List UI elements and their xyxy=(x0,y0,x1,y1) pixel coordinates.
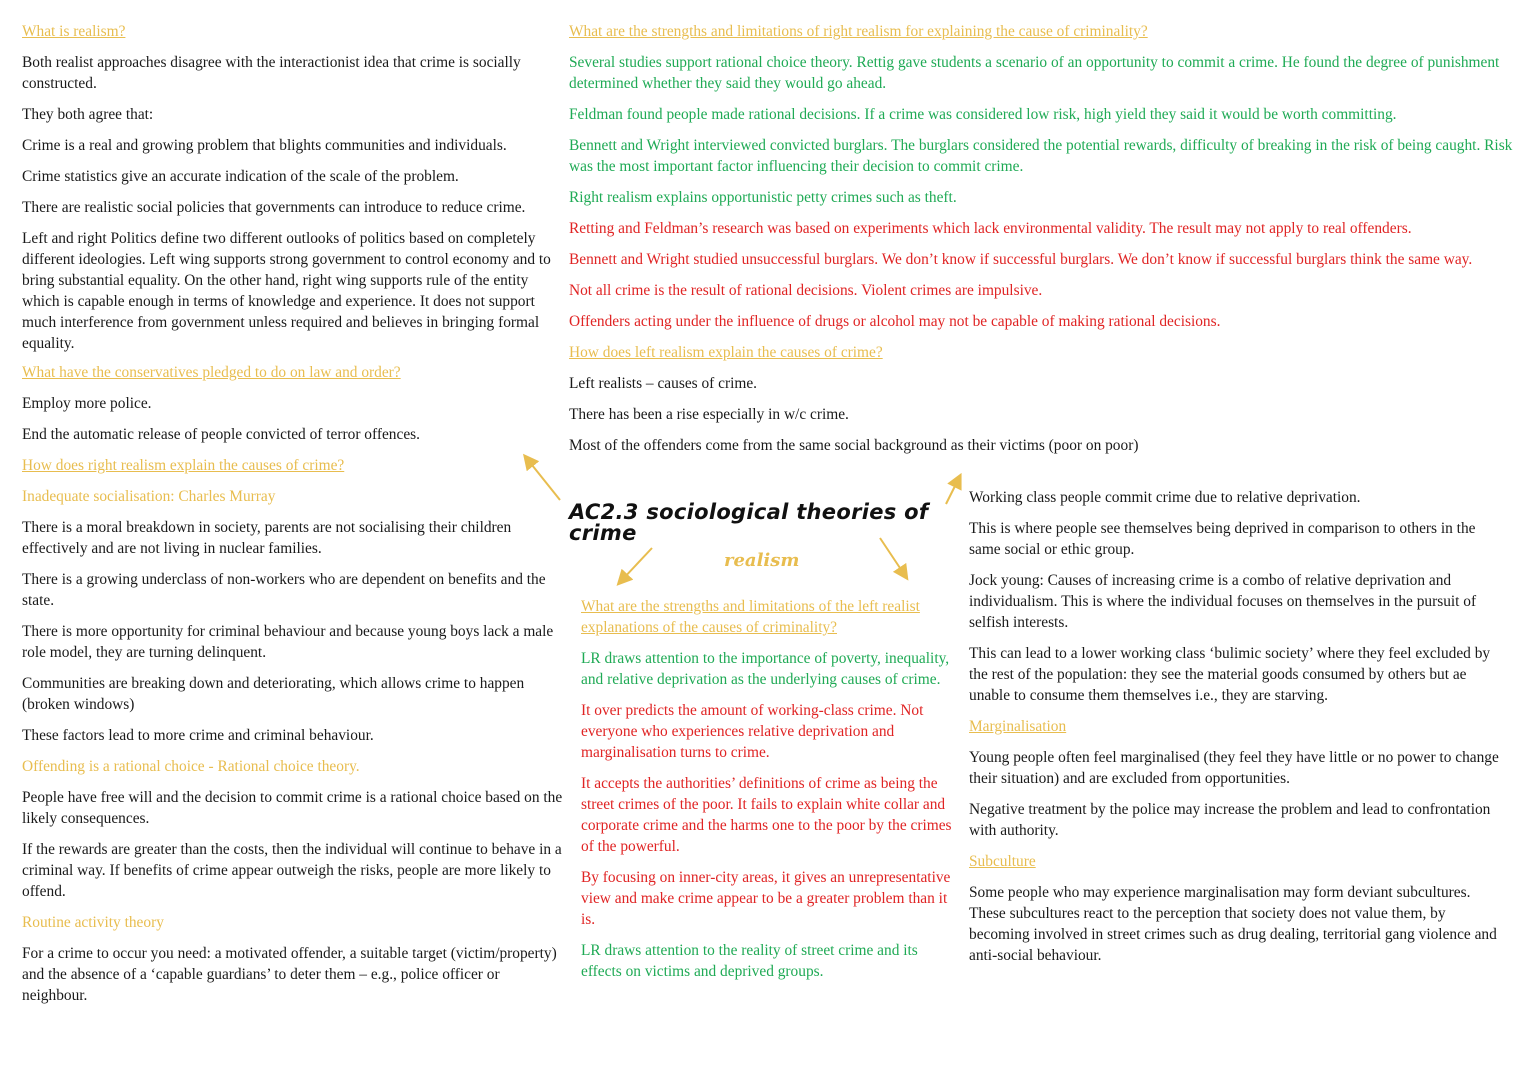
heading-what-is-realism: What is realism? xyxy=(22,23,126,40)
middle-column xyxy=(581,596,953,992)
right-bottom-column xyxy=(969,487,1499,976)
paragraph: These factors lead to more crime and criminal behaviour. xyxy=(22,727,374,744)
heading-conservatives: What have the conservatives pledged to do on law and order? xyxy=(22,364,401,381)
paragraph: For a crime to occur you need: a motivated offender, a suitable target (victim/property) and the absence of a ‘capable guardians’ to deter them – e.g., police officer or neighbour. xyxy=(22,945,557,1004)
paragraph: Some people who may experience marginalisation may form deviant subcultures. These subcultures react to the perception that society does not value them, by becoming involved in street crimes such as drug dealing, territorial gang violence and anti-social behaviour. xyxy=(969,884,1497,964)
paragraph: They both agree that: xyxy=(22,106,154,123)
heading-murray: Inadequate socialisation: Charles Murray xyxy=(22,488,276,505)
heading-marginalisation: Marginalisation xyxy=(969,718,1067,735)
paragraph: Left realists – causes of crime. xyxy=(569,375,758,392)
strength-point: Several studies support rational choice theory. Rettig gave students a scenario of an opportunity to commit a crime. He found the degree of punishment determined whether they said they would go ahead. xyxy=(569,54,1500,92)
heading-left-realism-strengths: What are the strengths and limitations of the left realist explanations of the causes of criminality? xyxy=(581,598,920,636)
strength-point: Feldman found people made rational decisions. If a crime was considered low risk, high yield they said it would be worth committing. xyxy=(569,106,1397,123)
paragraph: End the automatic release of people convicted of terror offences. xyxy=(22,426,420,443)
arrow-up-left xyxy=(528,460,560,500)
paragraph: Crime statistics give an accurate indication of the scale of the problem. xyxy=(22,168,459,185)
strength-point: Right realism explains opportunistic petty crimes such as theft. xyxy=(569,189,957,206)
page-subtitle: realism xyxy=(724,550,800,571)
heading-routine-activity: Routine activity theory xyxy=(22,914,164,931)
limitation-point: It accepts the authorities’ definitions of crime as being the street crimes of the poor. It fails to explain white collar and corporate crime and the harms one to the poor by the crimes of the powerful. xyxy=(581,775,952,855)
paragraph: There is more opportunity for criminal behaviour and because young boys lack a male role model, they are turning delinquent. xyxy=(22,623,554,661)
paragraph: Working class people commit crime due to relative deprivation. xyxy=(969,489,1361,506)
paragraph: Most of the offenders come from the same social background as their victims (poor on poor) xyxy=(569,437,1139,454)
paragraph: This can lead to a lower working class ‘bulimic society’ where they feel excluded by the rest of the population: they see the material goods consumed by others but ae unable to consume them themselves i.e., they are starving. xyxy=(969,645,1491,704)
arrow-down-right xyxy=(880,538,904,574)
heading-right-realism-strengths: What are the strengths and limitations of right realism for explaining the cause of criminality? xyxy=(569,23,1148,40)
arrow-up-right xyxy=(946,480,958,504)
limitation-point: Retting and Feldman’s research was based on experiments which lack environmental validity. The result may not apply to real offenders. xyxy=(569,220,1412,237)
strength-point: LR draws attention to the importance of poverty, inequality, and relative deprivation as the underlying causes of crime. xyxy=(581,650,950,688)
paragraph: People have free will and the decision to commit crime is a rational choice based on the likely consequences. xyxy=(22,789,563,827)
strength-point: Bennett and Wright interviewed convicted burglars. The burglars considered the potential rewards, difficulty of breaking in the risk of being caught. Risk was the most important factor influencing their decision to commit crime. xyxy=(569,137,1513,175)
paragraph: Communities are breaking down and deteriorating, which allows crime to happen (broken windows) xyxy=(22,675,525,713)
paragraph: There is a moral breakdown in society, parents are not socialising their children effectively and are not living in nuclear families. xyxy=(22,519,512,557)
paragraph: There has been a rise especially in w/c crime. xyxy=(569,406,849,423)
paragraph: There is a growing underclass of non-workers who are dependent on benefits and the state. xyxy=(22,571,546,609)
paragraph: If the rewards are greater than the costs, then the individual will continue to behave in a criminal way. If benefits of crime appear outweigh the risks, people are more likely to offend. xyxy=(22,841,562,900)
arrow-down-left xyxy=(622,548,652,580)
paragraph: Young people often feel marginalised (they feel they have little or no power to change their situation) and are excluded from opportunities. xyxy=(969,749,1499,787)
paragraph: This is where people see themselves being deprived in comparison to others in the same social or ethic group. xyxy=(969,520,1476,558)
paragraph: Negative treatment by the police may increase the problem and lead to confrontation with authority. xyxy=(969,801,1491,839)
heading-right-realism: How does right realism explain the causes of crime? xyxy=(22,457,345,474)
limitation-point: Bennett and Wright studied unsuccessful burglars. We don’t know if successful burglars. We don’t know if successful burglars think the same way. xyxy=(569,251,1473,268)
limitation-point: By focusing on inner-city areas, it gives an unrepresentative view and make crime appear to be a greater problem than it is. xyxy=(581,869,951,928)
heading-rational-choice: Offending is a rational choice - Rational choice theory. xyxy=(22,758,360,775)
paragraph: There are realistic social policies that governments can introduce to reduce crime. xyxy=(22,199,526,216)
paragraph: Left and right Politics define two different outlooks of politics based on completely different ideologies. Left wing supports strong government to control economy and to bring substantial equality. On the other hand, right wing supports rule of the entity which is capable enough in terms of knowledge and experience. It does not support much interference from government unless required and believes in bringing formal equality. xyxy=(22,230,551,352)
limitation-point: Offenders acting under the influence of drugs or alcohol may not be capable of making rational decisions. xyxy=(569,313,1221,330)
page-title: AC2.3 sociological theories of crime xyxy=(569,500,929,545)
heading-left-realism: How does left realism explain the causes of crime? xyxy=(569,344,883,361)
paragraph: Jock young: Causes of increasing crime is a combo of relative deprivation and individualism. This is where the individual focuses on themselves in the pursuit of selfish interests. xyxy=(969,572,1477,631)
paragraph: Crime is a real and growing problem that blights communities and individuals. xyxy=(22,137,507,154)
limitation-point: Not all crime is the result of rational decisions. Violent crimes are impulsive. xyxy=(569,282,1043,299)
strength-point: LR draws attention to the reality of street crime and its effects on victims and deprived groups. xyxy=(581,942,918,980)
paragraph: Employ more police. xyxy=(22,395,152,412)
limitation-point: It over predicts the amount of working-class crime. Not everyone who experiences relative deprivation and marginalisation turns to crime. xyxy=(581,702,924,761)
heading-subculture: Subculture xyxy=(969,853,1036,870)
paragraph: Both realist approaches disagree with the interactionist idea that crime is socially constructed. xyxy=(22,54,521,92)
